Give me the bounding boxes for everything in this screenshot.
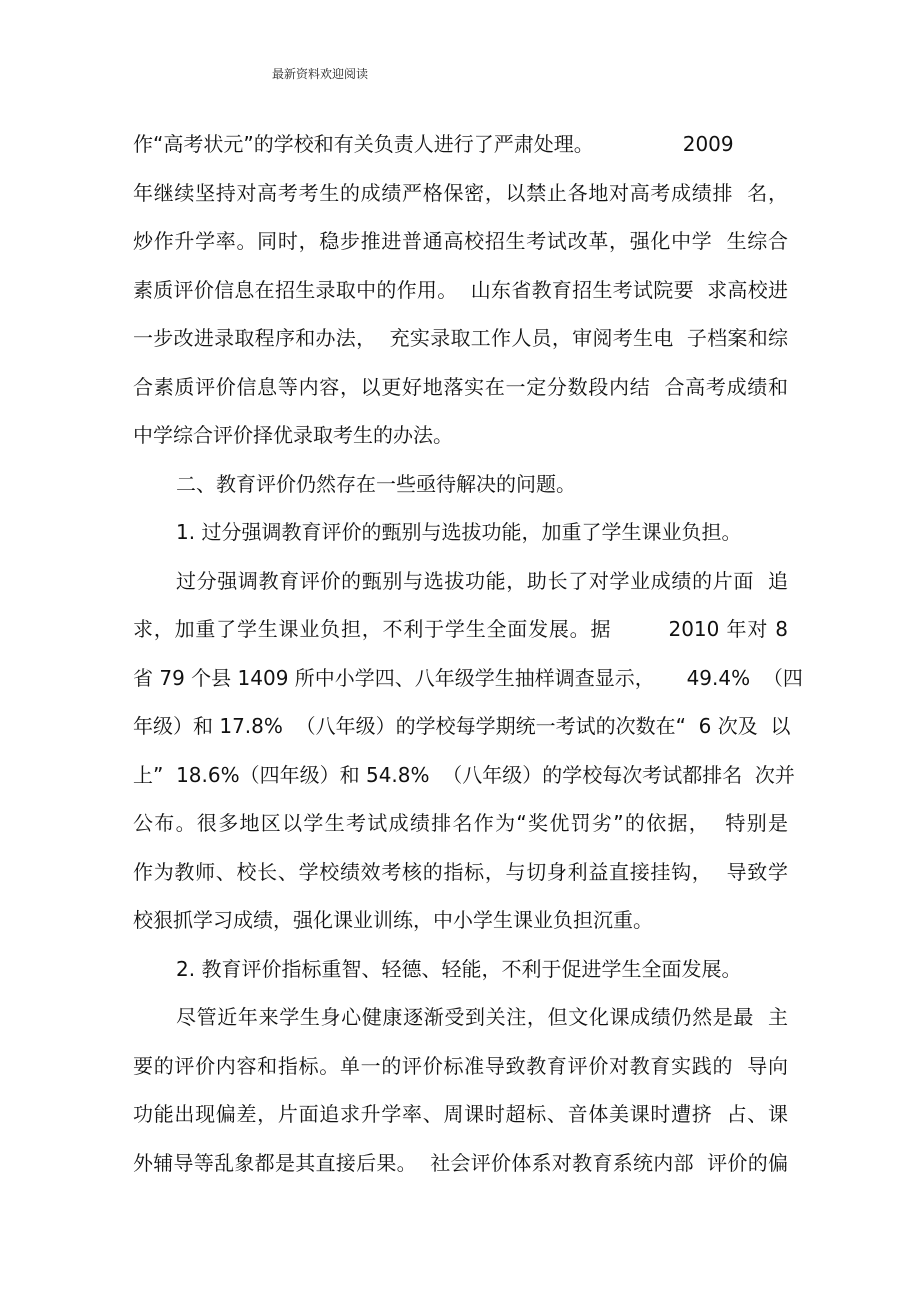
document-body: [133, 124, 803, 1191]
text-line: 尽管近年来学生身心健康逐渐受到关注，但文化课成绩仍然是最 主: [176, 1005, 788, 1029]
text-line: 二、教育评价仍然存在一些亟待解决的问题。: [176, 471, 576, 496]
page-header-note: 最新资料欢迎阅读: [272, 67, 369, 81]
text-line: 一步改进录取程序和办法， 充实录取工作人员，审阅考生电 子档案和综: [133, 326, 788, 350]
text-line: 过分强调教育评价的甄别与选拔功能，助长了对学业成绩的片面 追: [176, 568, 788, 593]
text-line: 上” 18.6%（四年级）和 54.8% （八年级）的学校每次考试都排名 次并: [133, 762, 795, 787]
text-line: 年继续坚持对高考考生的成绩严格保密，以禁止各地对高考成绩排 名，: [133, 180, 788, 205]
text-line: 省 79 个县 1409 所中小学四、八年级学生抽样调查显示， 49.4% （四: [133, 665, 803, 690]
text-line: 1. 过分强调教育评价的甄别与选拔功能，加重了学生课业负担。: [176, 520, 742, 544]
text-line: 公布。很多地区以学生考试成绩排名作为“奖优罚劣”的依据， 特别是: [133, 811, 788, 835]
text-line: 中学综合评价择优录取考生的办法。: [133, 423, 453, 447]
text-line: 年级）和 17.8% （八年级）的学校每学期统一考试的次数在“ 6 次及 以: [133, 714, 791, 738]
text-line: 要的评价内容和指标。单一的评价标准导致教育评价对教育实践的 导向: [133, 1053, 788, 1078]
text-line: 2. 教育评价指标重智、轻德、轻能，不利于促进学生全面发展。: [176, 956, 742, 981]
text-line: 炒作升学率。同时，稳步推进普通高校招生考试改革，强化中学 生综合: [133, 229, 788, 253]
text-line: 校狠抓学习成绩，强化课业训练，中小学生课业负担沉重。: [133, 908, 653, 932]
text-line: 求，加重了学生课业负担，不利于学生全面发展。据 2010 年对 8: [133, 617, 788, 641]
text-line: 作为教师、校长、学校绩效考核的指标，与切身利益直接挂钩， 导致学: [133, 859, 788, 884]
text-line: 素质评价信息在招生录取中的作用。 山东省教育招生考试院要 求高校进: [133, 277, 788, 302]
text-line: 外辅导等乱象都是其直接后果。 社会评价体系对教育系统内部 评价的偏: [133, 1150, 788, 1175]
text-line: 合素质评价信息等内容，以更好地落实在一定分数段内结 合高考成绩和: [133, 374, 788, 399]
text-line: 作“高考状元”的学校和有关负责人进行了严肃处理。 2009: [133, 132, 734, 156]
text-line: 功能出现偏差，片面追求升学率、周课时超标、音体美课时遭挤 占、课: [133, 1102, 788, 1126]
